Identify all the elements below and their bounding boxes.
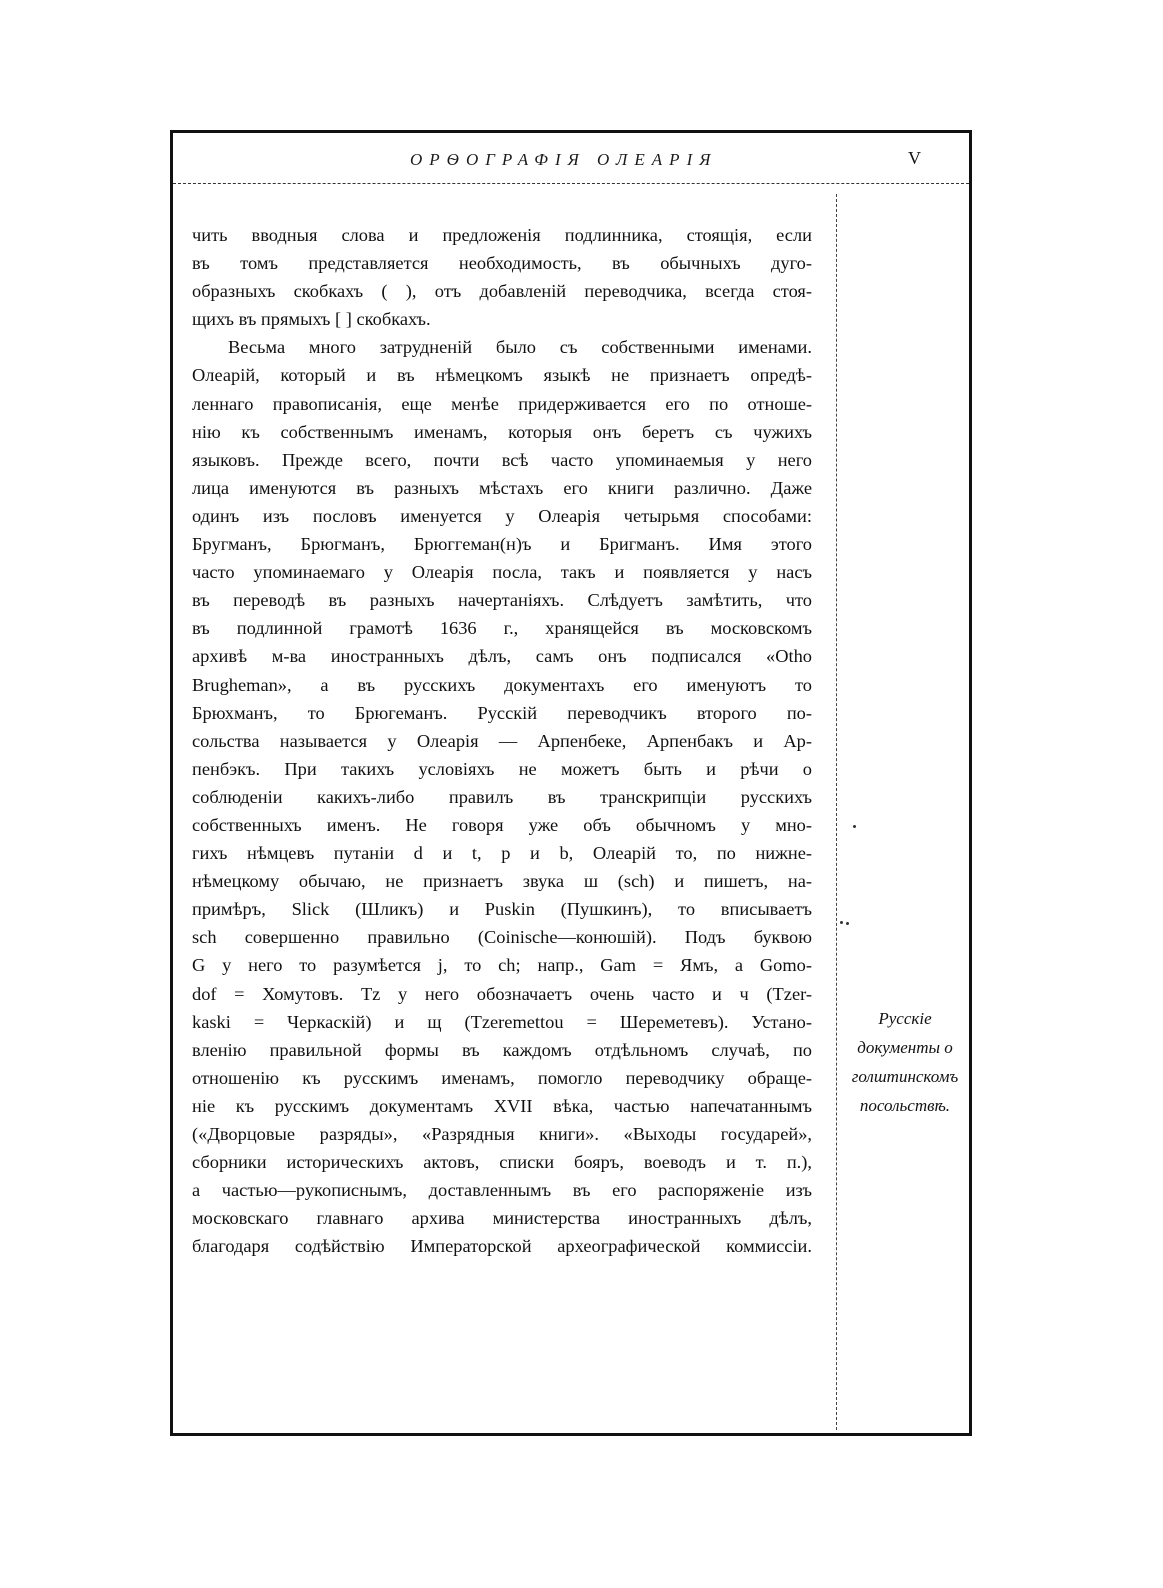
body-line: въ томъ представляется необходимость, въ обычныхъ дуго- bbox=[192, 253, 812, 274]
body-line: отношенію къ русскимъ именамъ, помогло переводчику обраще- bbox=[192, 1067, 812, 1088]
body-line: Brugheman», а въ русскихъ документахъ его именуютъ то bbox=[192, 674, 812, 695]
body-line: kaski = Черкаскій) и щ (Tzeremettou = Шереметевъ). Устано- bbox=[192, 1011, 812, 1032]
print-speck bbox=[840, 921, 843, 924]
print-speck bbox=[853, 825, 856, 828]
body-line: нію къ собственнымъ именамъ, которыя онъ беретъ съ чужихъ bbox=[192, 421, 812, 442]
body-line: сольства называется у Олеарія — Арпенбеке, Арпенбакъ и Ар- bbox=[192, 730, 812, 751]
body-line: вленію правильной формы въ каждомъ отдѣльномъ случаѣ, по bbox=[192, 1039, 812, 1060]
body-line: въ переводѣ въ разныхъ начертаніяхъ. Слѣдуетъ замѣтить, что bbox=[192, 590, 812, 611]
body-line: сборники историческихъ актовъ, списки бояръ, воеводъ и т. п.), bbox=[192, 1152, 812, 1173]
body-line: часто упоминаемаго у Олеарія посла, такъ и появляется у насъ bbox=[192, 562, 812, 583]
body-line: («Дворцовые разряды», «Разрядныя книги». «Выходы государей», bbox=[192, 1124, 812, 1144]
body-line: Брюхманъ, то Брюгеманъ. Русскій переводчикъ второго по- bbox=[192, 702, 812, 723]
header-divider bbox=[173, 183, 969, 184]
body-line: dof = Хомутовъ. Tz у него обозначаетъ очень часто и ч (Tzer- bbox=[192, 983, 812, 1004]
margin-note-line: Русскіе bbox=[878, 1009, 932, 1028]
body-line: гихъ нѣмцевъ путаніи d и t, p и b, Олеарій то, по нижне- bbox=[192, 843, 812, 864]
body-line: въ подлинной грамотѣ 1636 г., хранящейся въ московскомъ bbox=[192, 618, 812, 639]
body-line: чить вводныя слова и предложенія подлинника, стоящія, если bbox=[192, 225, 812, 245]
body-line: нѣмецкому обычаю, не признаетъ звука ш (sch) и пишетъ, на- bbox=[192, 871, 812, 892]
body-line: sch совершенно правильно (Coinische—конюшій). Подъ буквою bbox=[192, 927, 812, 948]
body-line: благодаря содѣйствію Императорской археографической коммиссіи. bbox=[192, 1236, 812, 1257]
body-line: G у него то разумѣется j, то ch; напр., Gam = Ямъ, а Gomo- bbox=[192, 955, 812, 976]
margin-note-line: голштинскомъ bbox=[851, 1067, 959, 1086]
body-line: Бругманъ, Брюгманъ, Брюггеман(н)ъ и Бригманъ. Имя этого bbox=[192, 534, 812, 555]
body-line: московскаго главнаго архива министерства иностранныхъ дѣлъ, bbox=[192, 1208, 812, 1229]
margin-divider bbox=[836, 194, 837, 1430]
margin-note-line: посольствѣ. bbox=[859, 1096, 951, 1115]
margin-note bbox=[840, 1004, 970, 1120]
body-text bbox=[192, 221, 812, 1260]
body-line: примѣръ, Slick (Шликъ) и Puskin (Пушкинъ), то вписываетъ bbox=[192, 899, 812, 920]
body-line: Олеарій, который и въ нѣмецкомъ языкѣ не признаетъ опредѣ- bbox=[192, 365, 812, 386]
body-line: соблюденіи какихъ-либо правилъ въ транскрипціи русскихъ bbox=[192, 786, 812, 807]
body-line: щихъ въ прямыхъ [ ] скобкахъ. bbox=[192, 309, 431, 330]
running-header-title: ОРѲОГРАФІЯ ОЛЕАРІЯ bbox=[410, 150, 718, 169]
body-line: а частью—рукописнымъ, доставленнымъ въ его распоряженіе изъ bbox=[192, 1180, 812, 1201]
page-number: V bbox=[908, 148, 921, 168]
body-line: лица именуются въ разныхъ мѣстахъ его книги различно. Даже bbox=[192, 477, 812, 498]
body-line: архивѣ м-ва иностранныхъ дѣлъ, самъ онъ подписался «Otho bbox=[192, 646, 812, 667]
body-line: образныхъ скобкахъ ( ), отъ добавленій переводчика, всегда стоя- bbox=[192, 281, 812, 302]
body-line: леннаго правописанія, еще менѣе придерживается его по отноше- bbox=[192, 393, 812, 414]
body-line: пенбэкъ. При такихъ условіяхъ не можетъ быть и рѣчи о bbox=[192, 758, 812, 779]
body-line: языковъ. Прежде всего, почти всѣ часто упоминаемыя у него bbox=[192, 449, 812, 470]
margin-note-line: документы о bbox=[857, 1038, 953, 1057]
body-line: ніе къ русскимъ документамъ XVII вѣка, частью напечатаннымъ bbox=[192, 1095, 812, 1116]
body-line: собственныхъ именъ. Не говоря уже объ обычномъ у мно- bbox=[192, 814, 812, 835]
body-line: Весьма много затрудненій было съ собственными именами. bbox=[228, 337, 812, 358]
body-line: одинъ изъ пословъ именуется у Олеарія четырьмя способами: bbox=[192, 505, 812, 526]
print-speck bbox=[846, 922, 849, 925]
